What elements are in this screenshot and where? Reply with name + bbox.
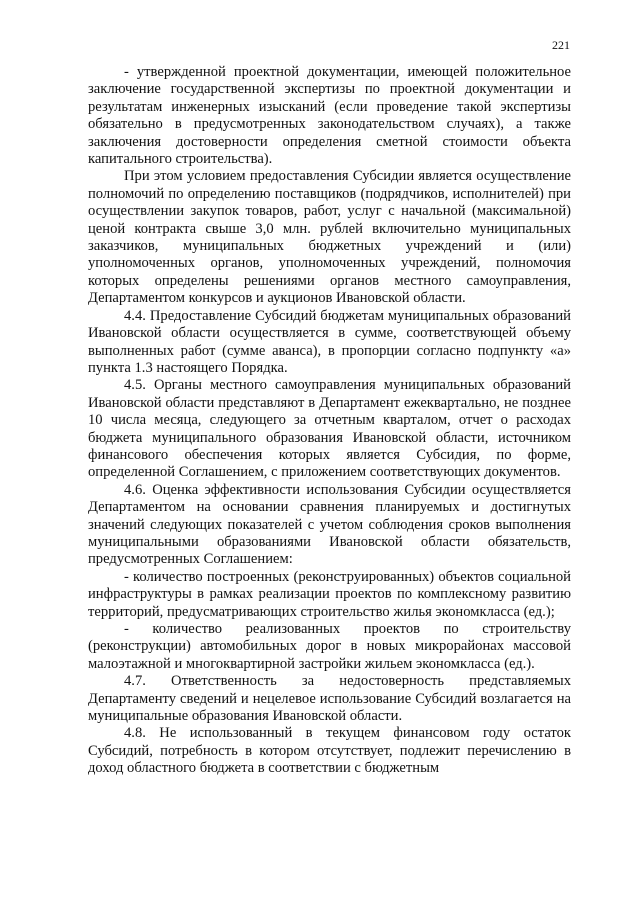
paragraph-4-8: 4.8. Не использованный в текущем финансовом году остаток Субсидий, потребность в котором отсутствует, подлежит перечислению в доход областного бюджета в соответствии с бюджетным	[88, 725, 571, 777]
paragraph-4-5: 4.5. Органы местного самоуправления муниципальных образований Ивановской области представляют в Департамент ежеквартально, не позднее 10 числа месяца, следующего за отчетным кварталом, отчет о расходах бюджета муниципального образования Ивановской области, источником финансового обеспечения которых является Субсидия, по форме, определенной Соглашением, с приложением соответствующих документов.	[88, 377, 571, 481]
bullet-social-infrastructure: - количество построенных (реконструированных) объектов социальной инфраструктуры в рамках реализации проектов по комплексному развитию территорий, предусматривающих строительство жилья экономкласса (ед.);	[88, 568, 571, 620]
paragraph-4-4: 4.4. Предоставление Субсидий бюджетам муниципальных образований Ивановской области осуществляется в сумме, соответствующей объему выполненных работ (сумме аванса), в пропорции согласно подпункту «а» пункта 1.3 настоящего Порядка.	[88, 307, 571, 376]
paragraph-4-6: 4.6. Оценка эффективности использования Субсидии осуществляется Департаментом на основании сравнения планируемых и достигнутых значений следующих показателей с учетом соблюдения сроков выполнения муниципальными образованиями Ивановской области обязательств, предусмотренных Соглашением:	[88, 481, 571, 568]
paragraph-subsidy-condition: При этом условием предоставления Субсидии является осуществление полномочий по определению поставщиков (подрядчиков, исполнителей) при осуществлении закупок товаров, работ, услуг с начальной (максимальной) ценой контракта свыше 3,0 млн. рублей включительно муниципальных заказчиков, муниципальных бюджетных учреждений и (или) уполномоченных органов, уполномоченных учреждений, полномочия которых определены решениями органов местного самоуправления, Департаментом конкурсов и аукционов Ивановской области.	[88, 168, 571, 307]
bullet-road-projects: - количество реализованных проектов по строительству (реконструкции) автомобильных дорог в новых микрорайонах массовой малоэтажной и многоквартирной застройки жильем экономкласса (ед.).	[88, 621, 571, 672]
paragraph-4-7: 4.7. Ответственность за недостоверность представляемых Департаменту сведений и нецелевое использование Субсидий возлагается на муниципальные образования Ивановской области.	[88, 673, 571, 725]
document-body	[88, 64, 571, 778]
paragraph-approved-documentation: - утвержденной проектной документации, имеющей положительное заключение государственной экспертизы по проектной документации и результатам инженерных изысканий (если проведение такой экспертизы обязательно в предусмотренных законодательством случаях), а также заключения достоверности определения сметной стоимости объекта капитального строительства).	[88, 64, 571, 168]
page-number: 221	[552, 38, 570, 52]
